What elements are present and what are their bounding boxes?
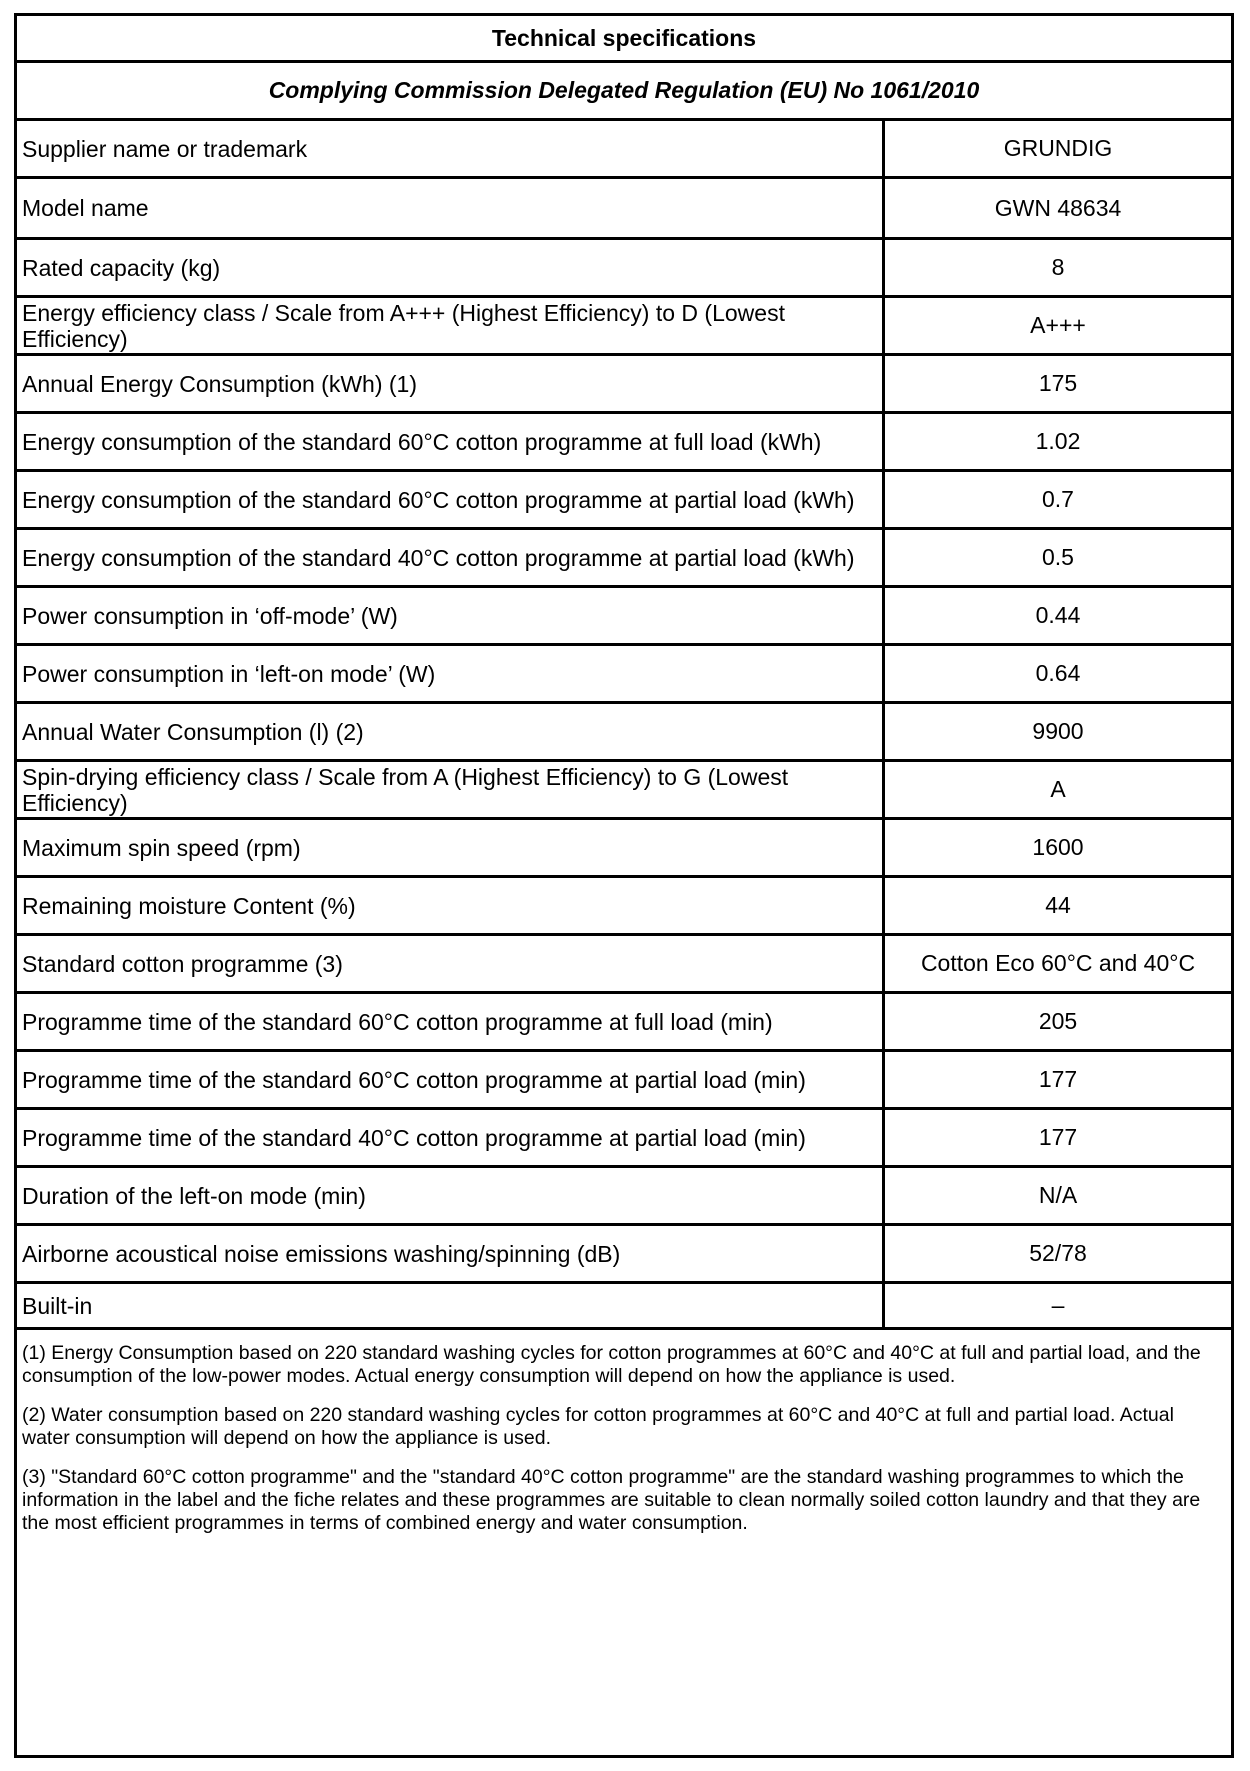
spec-row-off-mode <box>17 588 1231 646</box>
spec-label: Energy consumption of the standard 60°C cotton programme at partial load (kWh) <box>17 472 885 527</box>
sheet-title: Technical specifications <box>17 16 1231 63</box>
spec-value: 205 <box>1038 1008 1078 1034</box>
spec-label: Duration of the left-on mode (min) <box>17 1168 885 1223</box>
spec-label: Energy consumption of the standard 60°C cotton programme at full load (kWh) <box>17 414 885 469</box>
spec-label: Built-in <box>17 1284 885 1327</box>
spec-row-model <box>17 179 1231 240</box>
spec-value: 0.7 <box>1042 486 1074 512</box>
spec-row-spin-class <box>17 762 1231 820</box>
spec-row-capacity <box>17 240 1231 298</box>
spec-label: Spin-drying efficiency class / Scale from A (Highest Efficiency) to G (Lowest Efficiency) <box>17 762 885 817</box>
spec-row-time-40-partial <box>17 1110 1231 1168</box>
spec-row-spin-speed <box>17 820 1231 878</box>
spec-label: Programme time of the standard 40°C cotton programme at partial load (min) <box>17 1110 885 1165</box>
spec-row-left-on-mode <box>17 646 1231 704</box>
spec-label: Energy efficiency class / Scale from A+++ (Highest Efficiency) to D (Lowest Efficiency) <box>17 298 885 353</box>
spec-value: A+++ <box>1030 312 1086 338</box>
spec-sheet <box>14 13 1234 1758</box>
spec-label: Annual Energy Consumption (kWh) (1) <box>17 356 885 411</box>
spec-value: 8 <box>1051 254 1065 280</box>
spec-label: Remaining moisture Content (%) <box>17 878 885 933</box>
spec-row-time-60-full <box>17 994 1231 1052</box>
spec-value: 177 <box>1038 1066 1078 1092</box>
spec-value: 0.64 <box>1035 660 1081 686</box>
spec-value: 175 <box>1038 370 1078 396</box>
spec-row-supplier <box>17 121 1231 179</box>
footnote-1: (1) Energy Consumption based on 220 standard washing cycles for cotton programmes at 60°C and 40°C at full and partial load, and the consumption of the low-power modes. Actual energy consumption will depend on how the appliance is used. <box>22 1342 1201 1387</box>
spec-label: Model name <box>17 179 885 237</box>
sheet-subtitle: Complying Commission Delegated Regulation (EU) No 1061/2010 <box>17 63 1231 121</box>
spec-value: 44 <box>1045 892 1071 918</box>
spec-value: 177 <box>1038 1124 1078 1150</box>
spec-row-left-on-duration <box>17 1168 1231 1226</box>
spec-value: GWN 48634 <box>994 194 1122 221</box>
footnotes <box>17 1330 1231 1551</box>
spec-label: Programme time of the standard 60°C cotton programme at partial load (min) <box>17 1052 885 1107</box>
spec-value: A <box>1050 776 1066 802</box>
spec-row-annual-water <box>17 704 1231 762</box>
spec-label: Power consumption in ‘left-on mode’ (W) <box>17 646 885 701</box>
spec-value: 52/78 <box>1029 1240 1087 1266</box>
spec-row-annual-energy <box>17 356 1231 414</box>
spec-row-energy-60-full <box>17 414 1231 472</box>
spec-label: Power consumption in ‘off-mode’ (W) <box>17 588 885 643</box>
spec-label: Supplier name or trademark <box>17 121 885 176</box>
footnote-2: (2) Water consumption based on 220 standard washing cycles for cotton programmes at 60°C and 40°C at full and partial load. Actual water consumption will depend on how the appliance is used. <box>22 1404 1174 1449</box>
spec-label: Rated capacity (kg) <box>17 240 885 295</box>
spec-row-standard-programme <box>17 936 1231 994</box>
spec-label: Annual Water Consumption (l) (2) <box>17 704 885 759</box>
spec-label: Standard cotton programme (3) <box>17 936 885 991</box>
spec-label: Airborne acoustical noise emissions washing/spinning (dB) <box>17 1226 885 1281</box>
spec-label: Energy consumption of the standard 40°C cotton programme at partial load (kWh) <box>17 530 885 585</box>
spec-label: Programme time of the standard 60°C cotton programme at full load (min) <box>17 994 885 1049</box>
spec-value: 0.5 <box>1042 544 1074 570</box>
spec-value: Cotton Eco 60°C and 40°C <box>920 950 1196 976</box>
spec-value: – <box>1051 1292 1065 1318</box>
spec-row-energy-60-partial <box>17 472 1231 530</box>
spec-row-time-60-partial <box>17 1052 1231 1110</box>
spec-label: Maximum spin speed (rpm) <box>17 820 885 875</box>
spec-row-built-in <box>17 1284 1231 1330</box>
spec-row-energy-40-partial <box>17 530 1231 588</box>
spec-value: 1.02 <box>1035 428 1081 454</box>
spec-value: 9900 <box>1032 718 1084 744</box>
spec-value: 0.44 <box>1035 602 1081 628</box>
spec-value: N/A <box>1038 1182 1078 1208</box>
footnote-3: (3) "Standard 60°C cotton programme" and the "standard 40°C cotton programme" are the standard washing programmes to which the information in the label and the fiche relates and these programmes are suitable to clean normally soiled cotton laundry and that they are the most efficient programmes in terms of combined energy and water consumption. <box>22 1466 1201 1534</box>
spec-value: 1600 <box>1032 834 1084 860</box>
spec-row-energy-class <box>17 298 1231 356</box>
spec-row-moisture <box>17 878 1231 936</box>
spec-value: GRUNDIG <box>1003 135 1113 161</box>
spec-row-noise <box>17 1226 1231 1284</box>
